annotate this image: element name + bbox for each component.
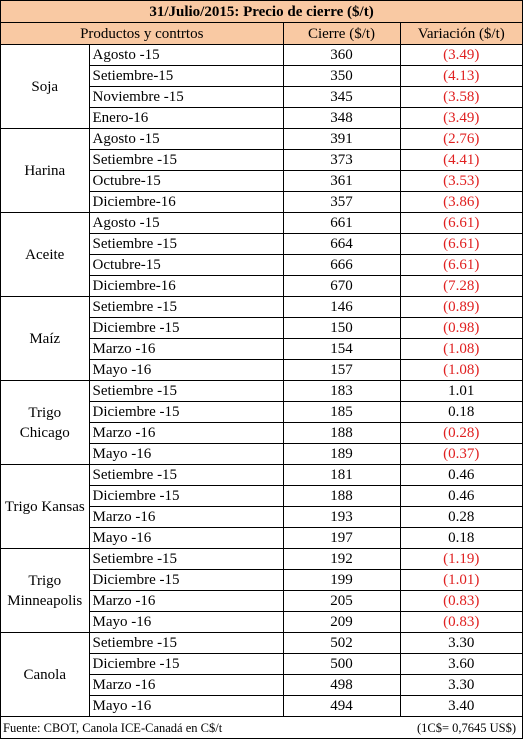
close-price-cell: 661 xyxy=(283,213,400,234)
table-body xyxy=(1,45,522,717)
contract-cell: Mayo -16 xyxy=(89,612,283,633)
header-change: Variación ($/t) xyxy=(400,23,522,45)
change-cell: 3.30 xyxy=(400,675,522,696)
product-name: Maíz xyxy=(1,297,89,381)
footer-source: Fuente: CBOT, Canola ICE-Canadá en C$/t xyxy=(3,721,223,735)
contract-cell: Marzo -16 xyxy=(89,339,283,360)
change-cell: 3.30 xyxy=(400,633,522,654)
table-row xyxy=(1,213,522,234)
contract-cell: Setiembre -15 xyxy=(89,633,283,654)
footer-rate: (1C$= 0,7645 US$) xyxy=(416,721,517,735)
close-price-cell: 345 xyxy=(283,87,400,108)
change-cell: 3.60 xyxy=(400,654,522,675)
close-price-cell: 199 xyxy=(283,570,400,591)
change-cell: (3.53) xyxy=(400,171,522,192)
close-price-cell: 670 xyxy=(283,276,400,297)
close-price-cell: 209 xyxy=(283,612,400,633)
close-price-cell: 666 xyxy=(283,255,400,276)
change-cell: (0.98) xyxy=(400,318,522,339)
change-cell: (0.89) xyxy=(400,297,522,318)
contract-cell: Enero-16 xyxy=(89,108,283,129)
header-close: Cierre ($/t) xyxy=(283,23,400,45)
close-price-cell: 150 xyxy=(283,318,400,339)
change-cell: (1.19) xyxy=(400,549,522,570)
contract-cell: Diciembre -15 xyxy=(89,654,283,675)
product-name: Soja xyxy=(1,45,89,129)
contract-cell: Diciembre -15 xyxy=(89,402,283,423)
price-table xyxy=(1,1,522,739)
close-price-cell: 498 xyxy=(283,675,400,696)
change-cell: (4.41) xyxy=(400,150,522,171)
header-product: Productos y contrtos xyxy=(1,23,283,45)
contract-cell: Diciembre -15 xyxy=(89,570,283,591)
contract-cell: Diciembre-16 xyxy=(89,192,283,213)
change-cell: (7.28) xyxy=(400,276,522,297)
close-price-cell: 373 xyxy=(283,150,400,171)
close-price-cell: 181 xyxy=(283,465,400,486)
change-cell: (0.28) xyxy=(400,423,522,444)
change-cell: (1.08) xyxy=(400,339,522,360)
product-name: Aceite xyxy=(1,213,89,297)
contract-cell: Diciembre-16 xyxy=(89,276,283,297)
table-row xyxy=(1,465,522,486)
change-cell: (4.13) xyxy=(400,66,522,87)
contract-cell: Setiembre -15 xyxy=(89,381,283,402)
change-cell: (0.83) xyxy=(400,612,522,633)
contract-cell: Setiembre -15 xyxy=(89,297,283,318)
close-price-cell: 146 xyxy=(283,297,400,318)
close-price-cell: 391 xyxy=(283,129,400,150)
product-name: Trigo Chicago xyxy=(1,381,89,465)
change-cell: (6.61) xyxy=(400,213,522,234)
contract-cell: Agosto -15 xyxy=(89,213,283,234)
close-price-cell: 494 xyxy=(283,696,400,717)
contract-cell: Setiembre -15 xyxy=(89,234,283,255)
footer-row xyxy=(1,717,522,739)
contract-cell: Marzo -16 xyxy=(89,675,283,696)
contract-cell: Mayo -16 xyxy=(89,444,283,465)
contract-cell: Agosto -15 xyxy=(89,129,283,150)
close-price-cell: 500 xyxy=(283,654,400,675)
contract-cell: Mayo -16 xyxy=(89,696,283,717)
change-cell: 0.18 xyxy=(400,528,522,549)
product-name: Trigo Kansas xyxy=(1,465,89,549)
contract-cell: Setiembre-15 xyxy=(89,66,283,87)
close-price-cell: 360 xyxy=(283,45,400,66)
close-price-cell: 502 xyxy=(283,633,400,654)
change-cell: (3.86) xyxy=(400,192,522,213)
close-price-cell: 185 xyxy=(283,402,400,423)
table-row xyxy=(1,549,522,570)
change-cell: 3.40 xyxy=(400,696,522,717)
change-cell: 0.46 xyxy=(400,465,522,486)
close-price-cell: 357 xyxy=(283,192,400,213)
contract-cell: Agosto -15 xyxy=(89,45,283,66)
change-cell: (3.58) xyxy=(400,87,522,108)
close-price-cell: 154 xyxy=(283,339,400,360)
contract-cell: Marzo -16 xyxy=(89,507,283,528)
close-price-cell: 350 xyxy=(283,66,400,87)
change-cell: (3.49) xyxy=(400,45,522,66)
contract-cell: Noviembre -15 xyxy=(89,87,283,108)
table-row xyxy=(1,45,522,66)
contract-cell: Diciembre -15 xyxy=(89,486,283,507)
close-price-cell: 348 xyxy=(283,108,400,129)
change-cell: (1.08) xyxy=(400,360,522,381)
close-price-cell: 189 xyxy=(283,444,400,465)
table-row xyxy=(1,633,522,654)
contract-cell: Marzo -16 xyxy=(89,591,283,612)
contract-cell: Setiembre -15 xyxy=(89,549,283,570)
contract-cell: Mayo -16 xyxy=(89,528,283,549)
change-cell: 0.46 xyxy=(400,486,522,507)
change-cell: 1.01 xyxy=(400,381,522,402)
change-cell: (0.83) xyxy=(400,591,522,612)
close-price-cell: 361 xyxy=(283,171,400,192)
close-price-cell: 157 xyxy=(283,360,400,381)
change-cell: (3.49) xyxy=(400,108,522,129)
change-cell: 0.28 xyxy=(400,507,522,528)
contract-cell: Marzo -16 xyxy=(89,423,283,444)
close-price-cell: 193 xyxy=(283,507,400,528)
product-name: Harina xyxy=(1,129,89,213)
contract-cell: Octubre-15 xyxy=(89,255,283,276)
contract-cell: Mayo -16 xyxy=(89,360,283,381)
close-price-cell: 192 xyxy=(283,549,400,570)
close-price-cell: 664 xyxy=(283,234,400,255)
product-name: Canola xyxy=(1,633,89,717)
contract-cell: Setiembre -15 xyxy=(89,150,283,171)
change-cell: (6.61) xyxy=(400,234,522,255)
table-row xyxy=(1,297,522,318)
close-price-cell: 188 xyxy=(283,423,400,444)
contract-cell: Octubre-15 xyxy=(89,171,283,192)
close-price-cell: 188 xyxy=(283,486,400,507)
close-price-cell: 183 xyxy=(283,381,400,402)
change-cell: (0.37) xyxy=(400,444,522,465)
close-price-cell: 205 xyxy=(283,591,400,612)
table-title: 31/Julio/2015: Precio de cierre ($/t) xyxy=(1,1,522,23)
change-cell: 0.18 xyxy=(400,402,522,423)
product-name: Trigo Minneapolis xyxy=(1,549,89,633)
contract-cell: Setiembre -15 xyxy=(89,465,283,486)
contract-cell: Diciembre -15 xyxy=(89,318,283,339)
change-cell: (1.01) xyxy=(400,570,522,591)
table-row xyxy=(1,381,522,402)
table-row xyxy=(1,129,522,150)
change-cell: (2.76) xyxy=(400,129,522,150)
close-price-cell: 197 xyxy=(283,528,400,549)
change-cell: (6.61) xyxy=(400,255,522,276)
